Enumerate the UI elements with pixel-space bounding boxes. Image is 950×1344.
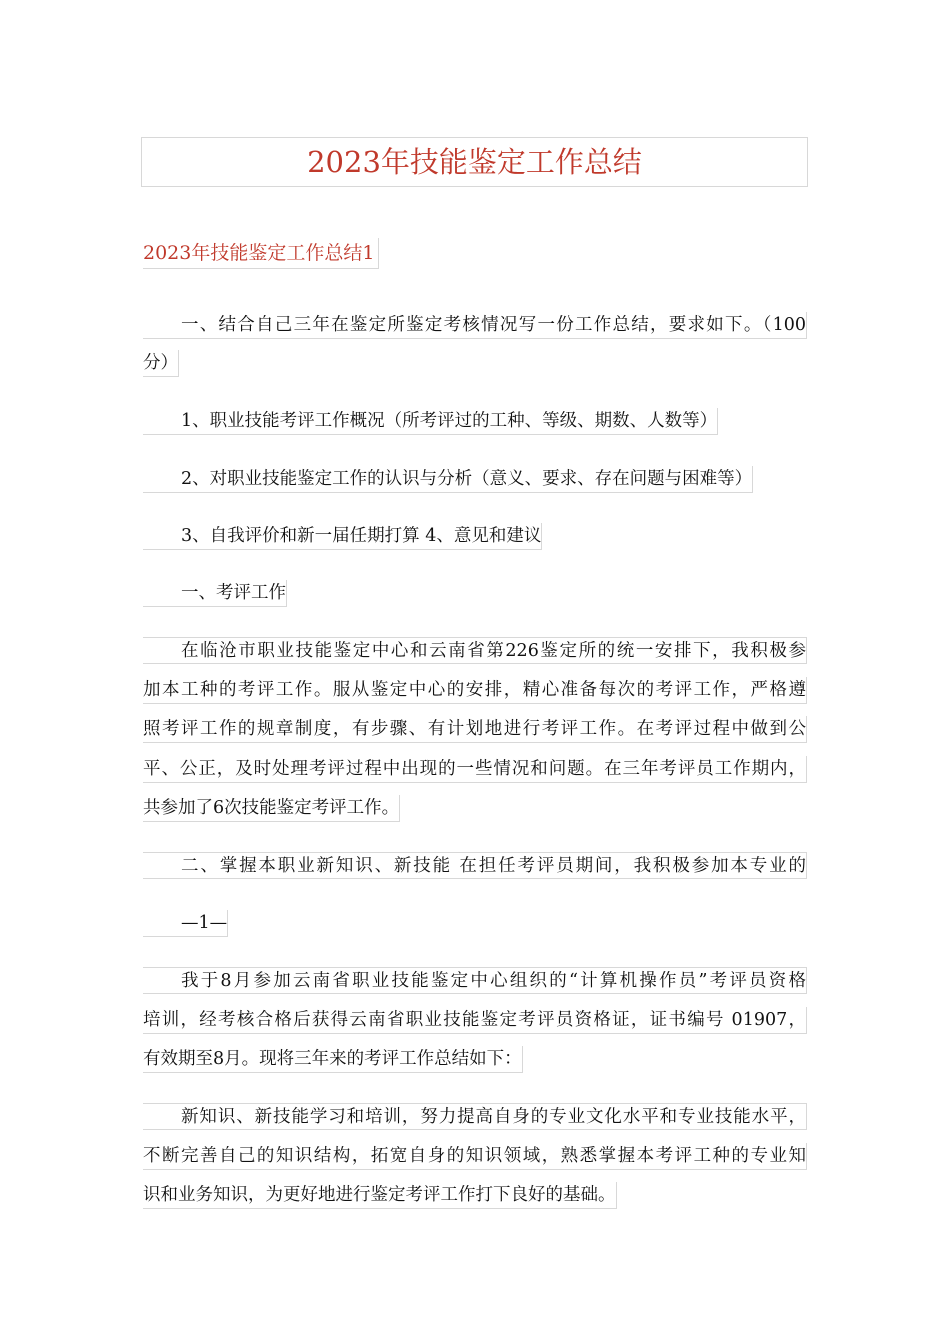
paragraph-line: 共参加了6次技能鉴定考评工作。 bbox=[143, 795, 400, 822]
paragraph-line: 新知识、新技能学习和培训，努力提高自身的专业文化水平和专业技能水平， bbox=[143, 1103, 807, 1130]
section-heading: 2023年技能鉴定工作总结1 bbox=[143, 238, 379, 269]
paragraph-line: 有效期至8月。现将三年来的考评工作总结如下： bbox=[143, 1046, 523, 1073]
list-item: 1、职业技能考评工作概况（所考评过的工种、等级、期数、人数等） bbox=[143, 408, 718, 435]
paragraph-line: 二、掌握本职业新知识、新技能 在担任考评员期间，我积极参加本专业的 bbox=[143, 852, 807, 879]
list-item: 2、对职业技能鉴定工作的认识与分析（意义、要求、存在问题与困难等） bbox=[143, 466, 753, 493]
paragraph-line: 平、公正，及时处理考评过程中出现的一些情况和问题。在三年考评员工作期内， bbox=[143, 756, 807, 783]
paragraph-line: 我于8月参加云南省职业技能鉴定中心组织的“计算机操作员”考评员资格 bbox=[143, 967, 807, 994]
paragraph-line: 在临沧市职业技能鉴定中心和云南省第226鉴定所的统一安排下，我积极参 bbox=[143, 637, 807, 664]
section-heading: 一、考评工作 bbox=[143, 580, 287, 607]
paragraph-line: 培训，经考核合格后获得云南省职业技能鉴定考评员资格证，证书编号 01907， bbox=[143, 1007, 807, 1034]
paragraph-line: 加本工种的考评工作。服从鉴定中心的安排，精心准备每次的考评工作，严格遵 bbox=[143, 677, 807, 704]
page-number: —1— bbox=[143, 910, 228, 937]
paragraph-line: 一、结合自己三年在鉴定所鉴定考核情况写一份工作总结，要求如下。（100 bbox=[143, 312, 807, 339]
document-title: 2023年技能鉴定工作总结 bbox=[141, 137, 808, 187]
paragraph-line: 识和业务知识，为更好地进行鉴定考评工作打下良好的基础。 bbox=[143, 1182, 617, 1209]
paragraph-line: 分） bbox=[143, 350, 179, 377]
paragraph-line: 不断完善自己的知识结构，拓宽自身的知识领域，熟悉掌握本考评工种的专业知 bbox=[143, 1143, 807, 1170]
list-item: 3、自我评价和新一届任期打算 4、意见和建议 bbox=[143, 523, 542, 550]
paragraph-line: 照考评工作的规章制度，有步骤、有计划地进行考评工作。在考评过程中做到公 bbox=[143, 716, 807, 743]
